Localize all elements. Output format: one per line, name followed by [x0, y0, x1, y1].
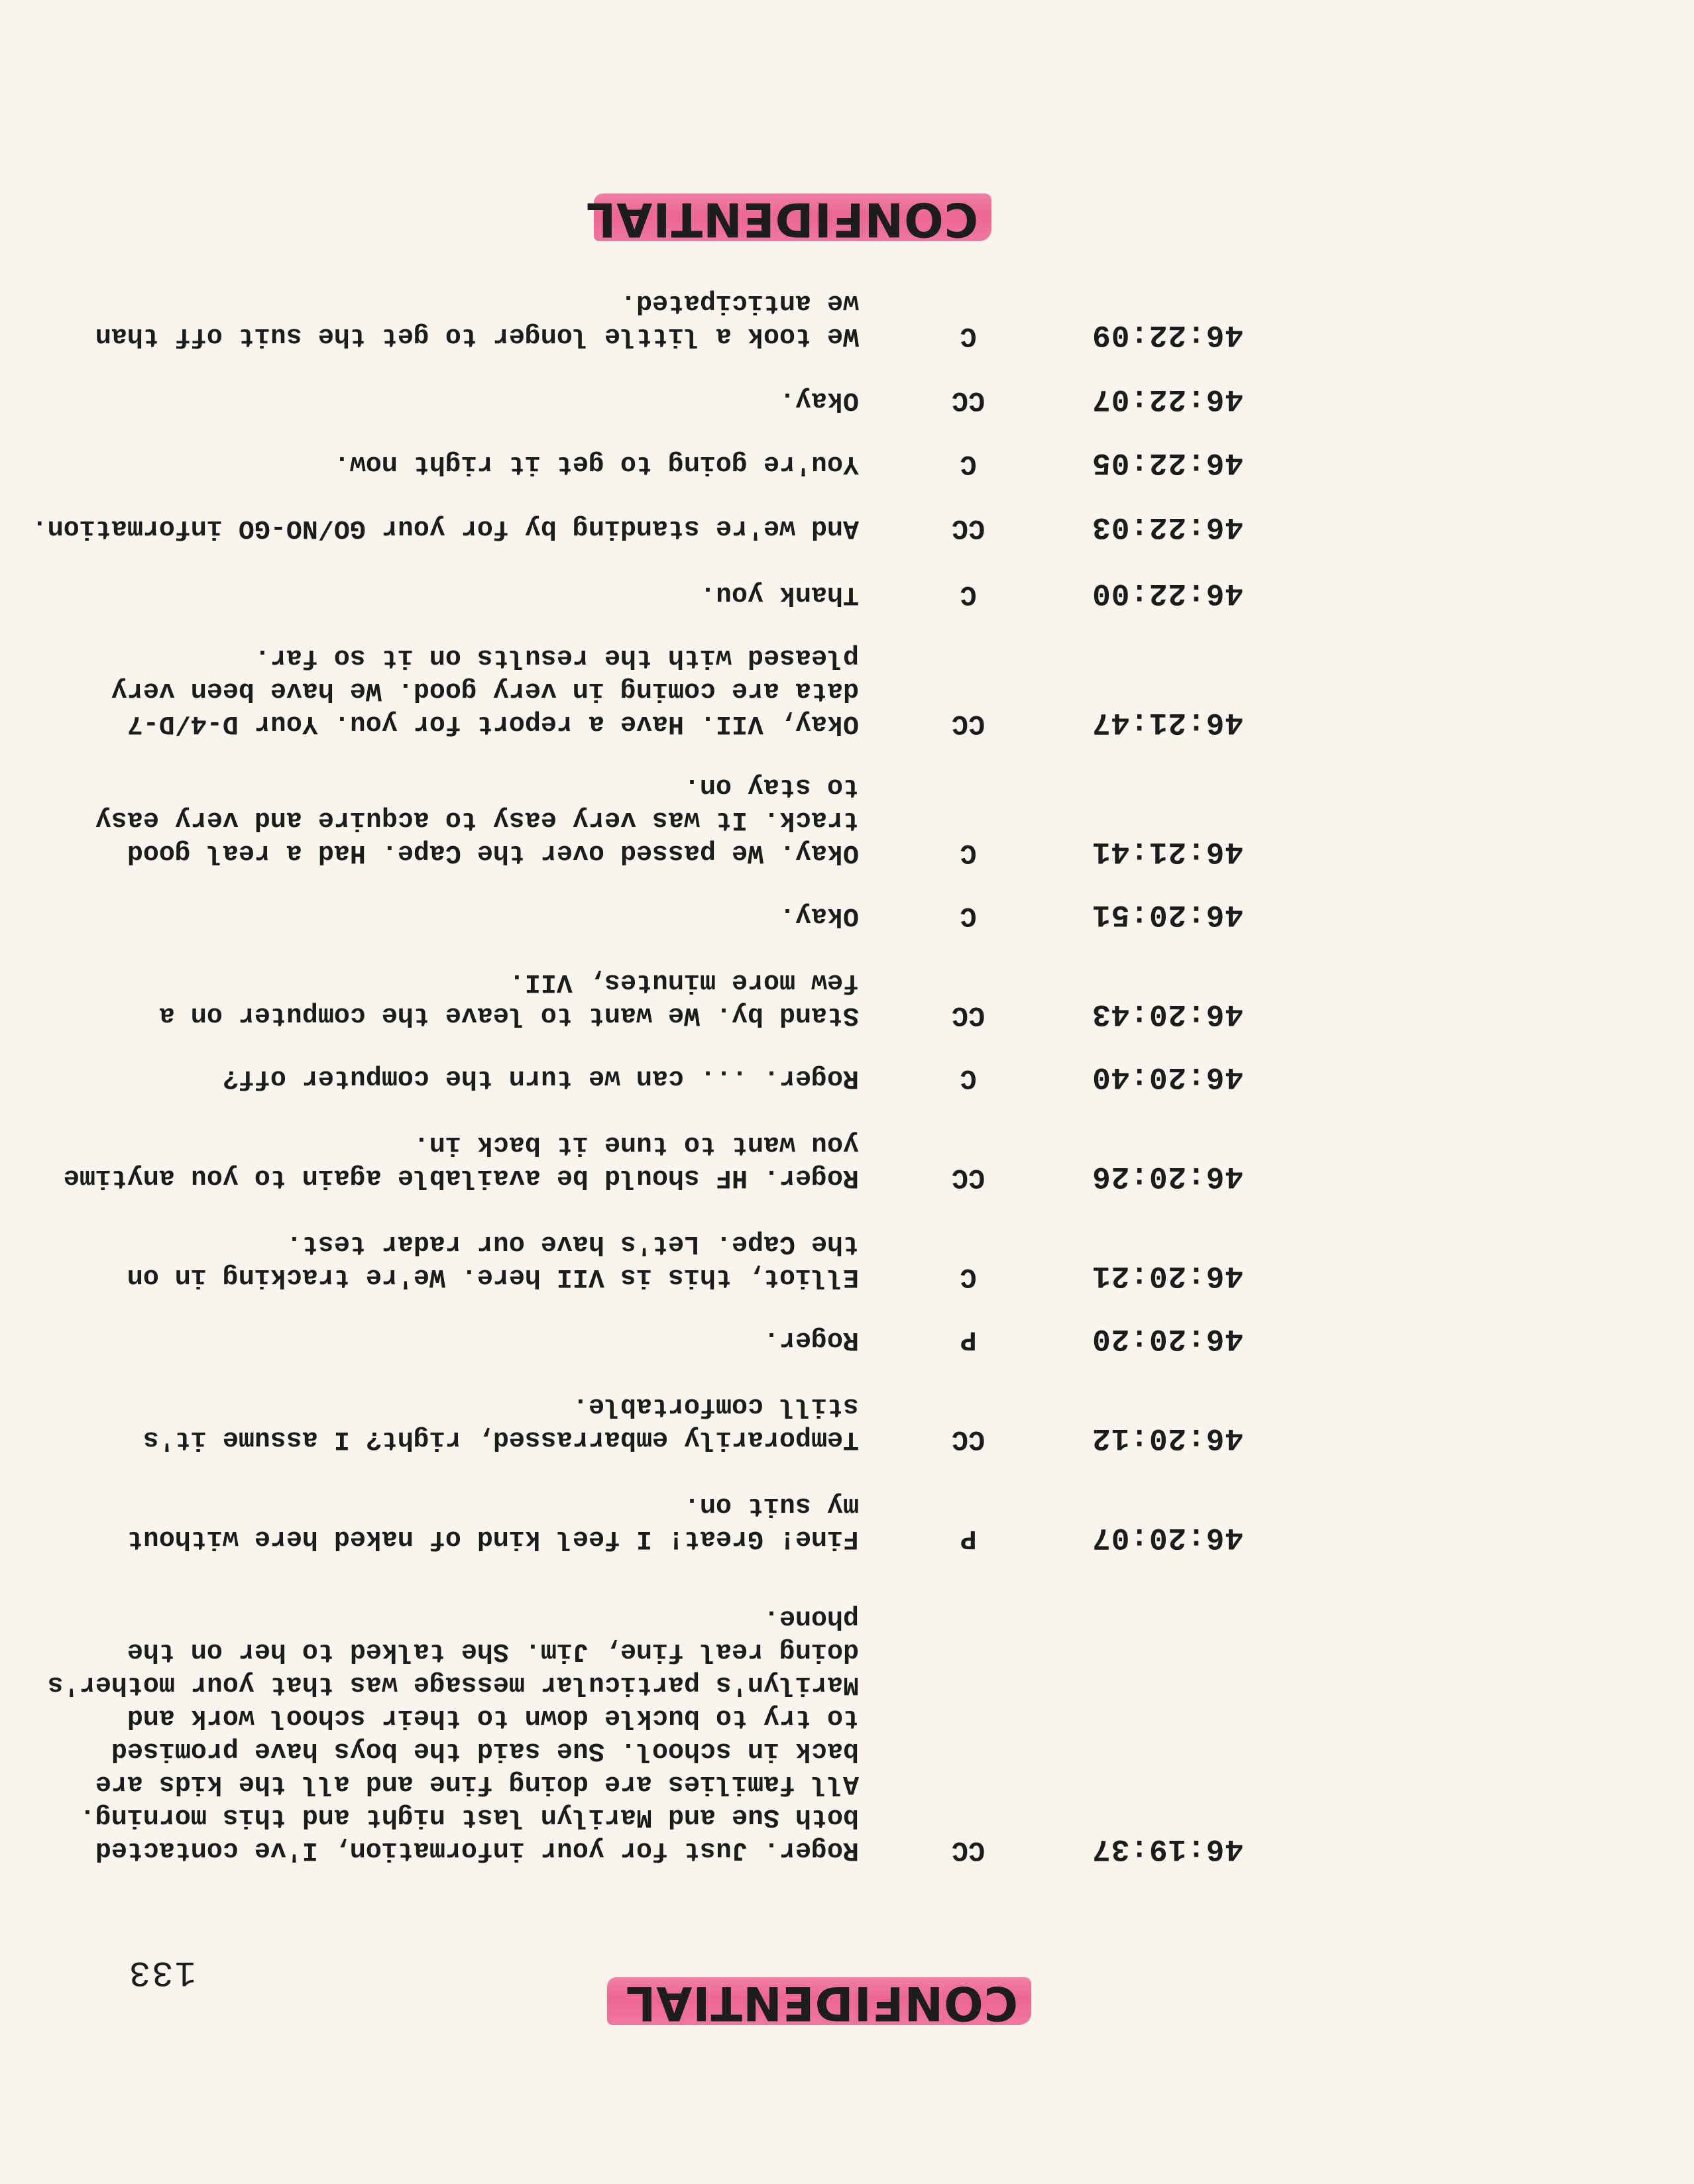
entry-time: 46:22:03 — [1092, 510, 1243, 544]
entry-speaker: CC — [951, 999, 986, 1031]
entry-time: 46:22:09 — [1092, 317, 1243, 352]
entry-speaker: CC — [951, 512, 986, 544]
confidential-stamp-label: CONFIDENTIAL — [625, 1976, 1018, 2030]
entry-text: Stand by. We want to leave the computer on a few more minutes, VII. — [158, 967, 859, 1030]
page-number: 133 — [127, 1951, 196, 1992]
entry-speaker: CC — [951, 708, 986, 739]
entry-text: Okay. — [779, 901, 859, 930]
entry-text: And we're standing by for your GO/NO-GO information. — [31, 513, 859, 543]
entry-text: Roger. Just for your information, I've contacted both Sue and Marilyn last night and this morning. All families are doing fine and all the kids are back in school. Sue said the boys have promised to try to buckle down to their school work and Marilyn's particular message was that your mother's doing real fine, Jim. She talked to her on the phone. — [47, 1603, 859, 1865]
entry-speaker: C — [960, 1261, 977, 1293]
entry-time: 46:22:05 — [1092, 445, 1243, 480]
entry-speaker: C — [960, 448, 977, 480]
entry-text: Okay. — [779, 385, 859, 415]
entry-text: Okay, VII. Have a report for you. Your D-4/D-7 data are coming in very good. We have been very pleased with the results on it so far. — [111, 642, 859, 738]
entry-text: You're going to get it right now. — [333, 449, 859, 478]
entry-speaker: CC — [951, 384, 986, 416]
entry-time: 46:20:51 — [1092, 897, 1243, 932]
entry-time: 46:20:26 — [1092, 1159, 1243, 1193]
entry-time: 46:21:41 — [1092, 834, 1243, 869]
entry-speaker: C — [960, 837, 977, 869]
entry-time: 46:21:47 — [1092, 705, 1243, 739]
entry-time: 46:22:07 — [1092, 382, 1243, 416]
entry-text: Elliot, this is VII here. We're tracking in on the Cape. Let's have our radar test. — [127, 1228, 859, 1291]
entry-time: 46:20:07 — [1092, 1520, 1243, 1555]
entry-text: Roger. ... can we turn the computer off? — [222, 1063, 859, 1093]
entry-time: 46:20:12 — [1092, 1421, 1243, 1455]
entry-text: Fine! Great! I feel kind of naked here without my suit on. — [127, 1490, 859, 1553]
entry-speaker: CC — [951, 1162, 986, 1193]
entry-text: Roger. — [763, 1325, 859, 1354]
entry-speaker: CC — [951, 1834, 986, 1866]
entry-speaker: C — [960, 1062, 977, 1094]
entry-time: 46:20:40 — [1092, 1060, 1243, 1094]
entry-speaker: C — [960, 320, 977, 352]
entry-speaker: P — [960, 1523, 977, 1555]
entry-speaker: CC — [951, 1423, 986, 1455]
entry-speaker: P — [960, 1324, 977, 1356]
entry-text: Thank you. — [699, 579, 859, 609]
entry-time: 46:20:43 — [1092, 997, 1243, 1031]
entry-time: 46:20:20 — [1092, 1321, 1243, 1356]
entry-time: 46:22:00 — [1092, 576, 1243, 610]
entry-text: Temporarily embarrassed, right? I assume it's still comfortable. — [142, 1391, 859, 1454]
confidential-stamp-label: CONFIDENTIAL — [585, 192, 978, 246]
entry-speaker: C — [960, 900, 977, 932]
confidential-stamp-bottom — [585, 192, 991, 246]
entry-text: Roger. HF should be available again to you anytime you want to tune it back in. — [63, 1129, 859, 1192]
entry-text: We took a little longer to get the suit off than we anticipated. — [95, 288, 859, 351]
entry-time: 46:20:21 — [1092, 1258, 1243, 1293]
entry-time: 46:19:37 — [1092, 1831, 1243, 1866]
entry-speaker: C — [960, 578, 977, 610]
entry-text: Okay. We passed over the Cape. Had a real good track. It was very easy to acquire and very easy to stay on. — [95, 771, 859, 867]
